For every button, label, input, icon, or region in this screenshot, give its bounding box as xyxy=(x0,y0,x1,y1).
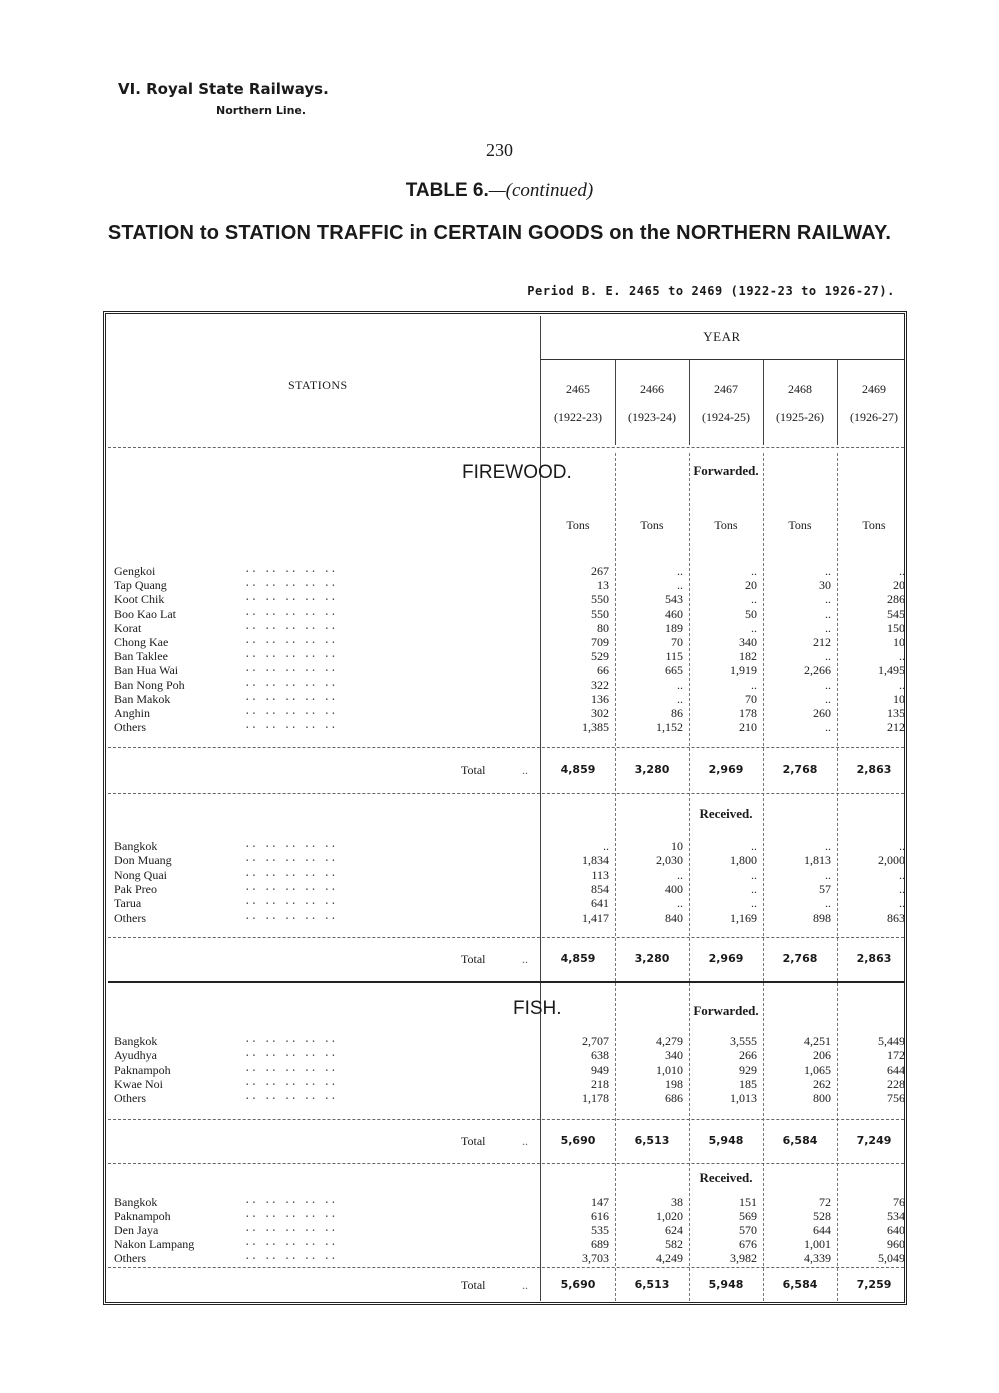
total-cell: 7,259 xyxy=(856,1278,892,1291)
station-name: Gengkoi xyxy=(114,564,156,578)
dot-leaders: .. .. .. .. .. xyxy=(244,1032,337,1045)
table-cell: .. xyxy=(677,867,683,882)
year-column-divider xyxy=(615,360,616,445)
dot-leaders: .. xyxy=(522,1278,528,1292)
year-ce-label: (1926-27) xyxy=(850,410,898,424)
table-cell: 543 xyxy=(665,592,683,607)
table-cell: 3,555 xyxy=(730,1034,757,1048)
dot-leaders: .. .. .. .. .. xyxy=(244,590,337,604)
station-name: Ban Taklee xyxy=(114,649,168,664)
table-cell: 569 xyxy=(739,1209,757,1224)
station-name: Koot Chik xyxy=(114,592,165,607)
total-cell: 5,948 xyxy=(708,1278,744,1291)
table-cell: 2,707 xyxy=(582,1034,609,1048)
table-cell: 20 xyxy=(745,578,757,593)
table-cell: 210 xyxy=(739,720,757,735)
station-name: Ban Hua Wai xyxy=(114,663,179,678)
table-cell: 182 xyxy=(739,649,757,664)
table-cell: 147 xyxy=(591,1195,609,1209)
total-row xyxy=(114,762,904,778)
dot-leaders: .. .. .. .. .. xyxy=(244,704,337,717)
year-ce-label: (1924-25) xyxy=(702,410,750,424)
table-cell: 76 xyxy=(893,1195,905,1209)
table-cell: 172 xyxy=(887,1048,905,1063)
table-cell: 322 xyxy=(591,677,609,692)
table-cell: .. xyxy=(825,649,831,664)
table-cell: 189 xyxy=(665,620,683,635)
table-cell: 2,030 xyxy=(656,853,683,868)
station-name: Others xyxy=(114,720,146,735)
table-cell: 70 xyxy=(671,635,683,649)
fish-rule xyxy=(108,1267,904,1268)
year-column-divider xyxy=(689,360,690,445)
table-cell: 262 xyxy=(813,1076,831,1091)
table-cell: 949 xyxy=(591,1062,609,1077)
dot-leaders: .. .. .. .. .. xyxy=(244,894,337,908)
commodity-title: FIREWOOD. xyxy=(462,462,572,483)
station-name: Bangkok xyxy=(114,1195,158,1209)
station-name: Ayudhya xyxy=(114,1048,157,1063)
commodity-title: FISH. xyxy=(513,998,562,1019)
table-cell: 66 xyxy=(597,663,609,678)
table-cell: .. xyxy=(825,592,831,607)
table-cell: .. xyxy=(825,677,831,692)
table-cell: .. xyxy=(825,720,831,735)
dot-leaders: .. .. .. .. .. xyxy=(244,675,337,689)
table-suffix: —(continued) xyxy=(488,180,594,201)
station-name: Don Muang xyxy=(114,853,172,868)
table-cell: 640 xyxy=(887,1223,905,1238)
dot-leaders: .. .. .. .. .. xyxy=(244,1207,337,1221)
dot-leaders: .. .. .. .. .. xyxy=(244,604,337,618)
table-cell: .. xyxy=(751,881,757,896)
table-cell: 616 xyxy=(591,1209,609,1224)
dot-leaders: .. .. .. .. .. xyxy=(244,647,337,661)
table-label: TABLE 6. xyxy=(405,180,489,201)
dot-leaders: .. .. .. .. .. xyxy=(244,1074,337,1088)
total-cell: 2,969 xyxy=(708,952,744,965)
table-cell: .. xyxy=(751,839,757,853)
year-rule xyxy=(540,359,904,360)
table-cell: 340 xyxy=(665,1048,683,1063)
table-cell: .. xyxy=(899,677,905,692)
dot-leaders: .. .. .. .. .. xyxy=(244,689,337,703)
dot-leaders: .. .. .. .. .. xyxy=(244,879,337,893)
dot-leaders: .. .. .. .. .. xyxy=(244,837,337,850)
table-cell: 20 xyxy=(893,578,905,593)
table-cell: .. xyxy=(751,677,757,692)
table-cell: 709 xyxy=(591,635,609,649)
year-be-label: 2467 xyxy=(714,382,738,396)
table-cell: 756 xyxy=(887,1091,905,1106)
table-cell: 624 xyxy=(665,1223,683,1238)
table-row xyxy=(114,908,905,925)
table-cell: 4,249 xyxy=(656,1251,683,1266)
unit-label: Tons xyxy=(640,518,664,532)
firewood-rule xyxy=(108,793,904,794)
table-cell: .. xyxy=(603,839,609,853)
station-name: Bangkok xyxy=(114,1034,158,1048)
page-number: 230 xyxy=(486,140,513,160)
stations-header: STATIONS xyxy=(288,378,348,392)
table-cell: 1,417 xyxy=(582,910,609,925)
table-cell: 3,982 xyxy=(730,1251,757,1266)
firewood-rule xyxy=(108,747,904,748)
table-cell: 5,049 xyxy=(878,1251,905,1266)
table-cell: 400 xyxy=(665,881,683,896)
dot-leaders: .. .. .. .. .. xyxy=(244,661,337,675)
table-cell: 960 xyxy=(887,1237,905,1252)
table-cell: .. xyxy=(899,649,905,664)
total-row xyxy=(114,951,904,967)
table-cell: .. xyxy=(825,839,831,853)
table-cell: 1,919 xyxy=(730,663,757,678)
fish-rule xyxy=(108,1119,904,1120)
station-name: Pak Preo xyxy=(114,881,157,896)
direction-label: Forwarded. xyxy=(693,463,759,478)
table-cell: 644 xyxy=(813,1223,831,1238)
total-cell: 2,969 xyxy=(708,763,744,776)
total-cell: 3,280 xyxy=(634,763,670,776)
station-name: Korat xyxy=(114,620,142,635)
firewood-rule xyxy=(108,937,904,938)
station-name: Others xyxy=(114,910,146,925)
table-cell: 4,279 xyxy=(656,1034,683,1048)
year-ce-label: (1925-26) xyxy=(776,410,824,424)
table-cell: 212 xyxy=(887,720,905,735)
dot-leaders: .. .. .. .. .. xyxy=(244,633,337,646)
station-name: Anghin xyxy=(114,706,150,720)
table-cell: 545 xyxy=(887,606,905,621)
table-cell: 185 xyxy=(739,1076,757,1091)
table-cell: 528 xyxy=(813,1209,831,1224)
table-cell: .. xyxy=(899,867,905,882)
table-cell: .. xyxy=(751,592,757,607)
table-cell: 1,010 xyxy=(656,1062,683,1077)
table-title xyxy=(0,180,999,202)
table-cell: 1,065 xyxy=(804,1062,831,1077)
table-cell: .. xyxy=(899,881,905,896)
table-cell: .. xyxy=(677,691,683,706)
direction-label: Forwarded. xyxy=(693,1003,759,1018)
total-label: Total xyxy=(461,952,486,966)
header-rule xyxy=(108,447,904,448)
table-cell: 582 xyxy=(665,1237,683,1252)
table-cell: 70 xyxy=(745,691,757,706)
year-column-divider xyxy=(763,360,764,445)
table-cell: 136 xyxy=(591,691,609,706)
table-cell: 2,266 xyxy=(804,663,831,678)
total-row xyxy=(114,1133,904,1149)
table-cell: 10 xyxy=(671,839,683,853)
table-cell: 641 xyxy=(591,896,609,911)
dot-leaders: .. .. .. .. .. xyxy=(244,1060,337,1074)
table-cell: 2,000 xyxy=(878,853,905,868)
total-cell: 2,863 xyxy=(856,952,892,965)
table-cell: 550 xyxy=(591,592,609,607)
table-cell: 212 xyxy=(813,635,831,649)
year-be-label: 2468 xyxy=(788,382,812,396)
station-name: Bangkok xyxy=(114,839,158,853)
table-cell: 266 xyxy=(739,1048,757,1063)
table-cell: 1,169 xyxy=(730,910,757,925)
table-cell: 72 xyxy=(819,1195,831,1209)
dot-leaders: .. .. .. .. .. xyxy=(244,1089,337,1103)
table-cell: 151 xyxy=(739,1195,757,1209)
total-cell: 6,584 xyxy=(782,1278,818,1291)
table-cell: 863 xyxy=(887,910,905,925)
table-row xyxy=(114,1251,904,1265)
table-cell: 1,385 xyxy=(582,720,609,735)
table-cell: 1,013 xyxy=(730,1091,757,1106)
table-cell: 5,449 xyxy=(878,1034,905,1048)
table-cell: .. xyxy=(825,606,831,621)
dot-leaders: .. .. .. .. .. xyxy=(244,1249,337,1263)
dot-leaders: .. .. .. .. .. xyxy=(244,562,337,575)
dot-leaders: .. .. .. .. .. xyxy=(244,851,337,865)
section-heading: VI. Royal State Railways. xyxy=(118,80,329,98)
total-cell: 5,948 xyxy=(708,1134,744,1147)
table-cell: 178 xyxy=(739,706,757,720)
table-cell: 689 xyxy=(591,1237,609,1252)
table-cell: 10 xyxy=(893,691,905,706)
table-cell: 340 xyxy=(739,635,757,649)
station-name: Kwae Noi xyxy=(114,1076,163,1091)
table-row xyxy=(114,720,904,734)
station-name: Den Jaya xyxy=(114,1223,159,1238)
table-cell: 135 xyxy=(887,706,905,720)
year-be-label: 2469 xyxy=(862,382,886,396)
table-cell: .. xyxy=(825,564,831,578)
station-name: Tap Quang xyxy=(114,578,167,593)
table-cell: .. xyxy=(677,677,683,692)
station-name: Tarua xyxy=(114,896,142,911)
table-cell: 898 xyxy=(813,910,831,925)
total-cell: 5,690 xyxy=(560,1134,596,1147)
table-cell: 929 xyxy=(739,1062,757,1077)
station-name: Others xyxy=(114,1091,146,1106)
table-cell: 260 xyxy=(813,706,831,720)
table-cell: 800 xyxy=(813,1091,831,1106)
total-cell: 6,513 xyxy=(634,1278,670,1291)
station-name: Paknampoh xyxy=(114,1209,171,1224)
station-name: Nong Quai xyxy=(114,867,167,882)
table-cell: 1,178 xyxy=(582,1091,609,1106)
table-cell: 665 xyxy=(665,663,683,678)
table-cell: 840 xyxy=(665,910,683,925)
year-be-label: 2465 xyxy=(566,382,590,396)
table-cell: 1,834 xyxy=(582,853,609,868)
total-cell: 6,584 xyxy=(782,1134,818,1147)
table-cell: 4,251 xyxy=(804,1034,831,1048)
table-cell: 115 xyxy=(665,649,683,664)
unit-label: Tons xyxy=(566,518,590,532)
table-cell: .. xyxy=(899,564,905,578)
total-cell: 2,863 xyxy=(856,763,892,776)
table-cell: .. xyxy=(899,839,905,853)
station-name: Chong Kae xyxy=(114,635,169,649)
total-cell: 4,859 xyxy=(560,952,596,965)
table-cell: 206 xyxy=(813,1048,831,1063)
dot-leaders: .. xyxy=(522,1134,528,1148)
table-cell: 570 xyxy=(739,1223,757,1238)
dot-leaders: .. .. .. .. .. xyxy=(244,1221,337,1235)
table-cell: 1,800 xyxy=(730,853,757,868)
total-cell: 2,768 xyxy=(782,763,818,776)
dot-leaders: .. .. .. .. .. xyxy=(244,908,337,922)
direction-label: Received. xyxy=(699,1170,753,1185)
station-name: Ban Makok xyxy=(114,691,171,706)
table-cell: .. xyxy=(751,867,757,882)
table-cell: 50 xyxy=(745,606,757,621)
table-cell: 80 xyxy=(597,620,609,635)
table-cell: 38 xyxy=(671,1195,683,1209)
table-cell: .. xyxy=(677,564,683,578)
dot-leaders: .. .. .. .. .. xyxy=(244,576,337,590)
year-ce-label: (1923-24) xyxy=(628,410,676,424)
table-cell: 644 xyxy=(887,1062,905,1077)
table-cell: 150 xyxy=(887,620,905,635)
total-cell: 2,768 xyxy=(782,952,818,965)
table-cell: .. xyxy=(751,620,757,635)
year-column-divider xyxy=(837,360,838,445)
table-cell: 198 xyxy=(665,1076,683,1091)
table-cell: .. xyxy=(677,578,683,593)
table-cell: 218 xyxy=(591,1076,609,1091)
table-cell: 286 xyxy=(887,592,905,607)
table-cell: .. xyxy=(677,896,683,911)
table-cell: 1,020 xyxy=(656,1209,683,1224)
total-label: Total xyxy=(461,763,486,777)
table-cell: 86 xyxy=(671,706,683,720)
total-cell: 5,690 xyxy=(560,1278,596,1291)
table-cell: 460 xyxy=(665,606,683,621)
table-cell: 535 xyxy=(591,1223,609,1238)
table-cell: 30 xyxy=(819,578,831,593)
table-cell: 676 xyxy=(739,1237,757,1252)
station-name: Boo Kao Lat xyxy=(114,606,176,621)
dot-leaders: .. .. .. .. .. xyxy=(244,1193,337,1206)
dot-leaders: .. xyxy=(522,763,528,777)
table-cell: 3,703 xyxy=(582,1251,609,1266)
table-cell: .. xyxy=(825,620,831,635)
table-cell: 1,152 xyxy=(656,720,683,735)
dot-leaders: .. .. .. .. .. xyxy=(244,1235,337,1249)
total-row xyxy=(114,1277,904,1293)
table-cell: 228 xyxy=(887,1076,905,1091)
table-cell: 638 xyxy=(591,1048,609,1063)
table-cell: .. xyxy=(899,896,905,911)
unit-label: Tons xyxy=(862,518,886,532)
dot-leaders: .. .. .. .. .. xyxy=(244,1046,337,1060)
station-name: Others xyxy=(114,1251,146,1266)
dot-leaders: .. xyxy=(522,952,528,966)
year-ce-label: (1922-23) xyxy=(554,410,602,424)
table-cell: 1,813 xyxy=(804,853,831,868)
station-name: Ban Nong Poh xyxy=(114,677,185,692)
fish-rule xyxy=(108,1163,904,1164)
table-cell: 10 xyxy=(893,635,905,649)
total-cell: 7,249 xyxy=(856,1134,892,1147)
table-cell: .. xyxy=(825,896,831,911)
table-cell: 113 xyxy=(591,867,609,882)
total-label: Total xyxy=(461,1134,486,1148)
section-rule xyxy=(108,981,904,983)
table-cell: 267 xyxy=(591,564,609,578)
table-cell: 4,339 xyxy=(804,1251,831,1266)
total-cell: 4,859 xyxy=(560,763,596,776)
total-cell: 6,513 xyxy=(634,1134,670,1147)
table-cell: 57 xyxy=(819,881,831,896)
table-cell: 550 xyxy=(591,606,609,621)
table-cell: 13 xyxy=(597,578,609,593)
table-cell: .. xyxy=(751,896,757,911)
year-be-label: 2466 xyxy=(640,382,664,396)
total-label: Total xyxy=(461,1278,486,1292)
table-cell: 1,001 xyxy=(804,1237,831,1252)
table-cell: 529 xyxy=(591,649,609,664)
table-cell: 854 xyxy=(591,881,609,896)
station-name: Paknampoh xyxy=(114,1062,171,1077)
direction-label: Received. xyxy=(699,806,753,821)
total-cell: 3,280 xyxy=(634,952,670,965)
table-cell: .. xyxy=(825,867,831,882)
table-cell: .. xyxy=(825,691,831,706)
unit-label: Tons xyxy=(788,518,812,532)
dot-leaders: .. .. .. .. .. xyxy=(244,865,337,879)
table-cell: 534 xyxy=(887,1209,905,1224)
dot-leaders: .. .. .. .. .. xyxy=(244,618,337,632)
unit-label: Tons xyxy=(714,518,738,532)
period-line: Period B. E. 2465 to 2469 (1922-23 to 1926-27). xyxy=(527,284,895,298)
subsection-heading: Northern Line. xyxy=(216,104,307,117)
table-cell: 686 xyxy=(665,1091,683,1106)
table-row xyxy=(114,1091,904,1105)
table-cell: .. xyxy=(751,564,757,578)
table-cell: 302 xyxy=(591,706,609,720)
station-name: Nakon Lampang xyxy=(114,1237,195,1252)
dot-leaders: .. .. .. .. .. xyxy=(244,718,337,732)
year-header: YEAR xyxy=(703,329,741,344)
table-cell: 1,495 xyxy=(878,663,905,678)
table-heading: STATION to STATION TRAFFIC in CERTAIN GOODS on the NORTHERN RAILWAY. xyxy=(107,222,892,244)
